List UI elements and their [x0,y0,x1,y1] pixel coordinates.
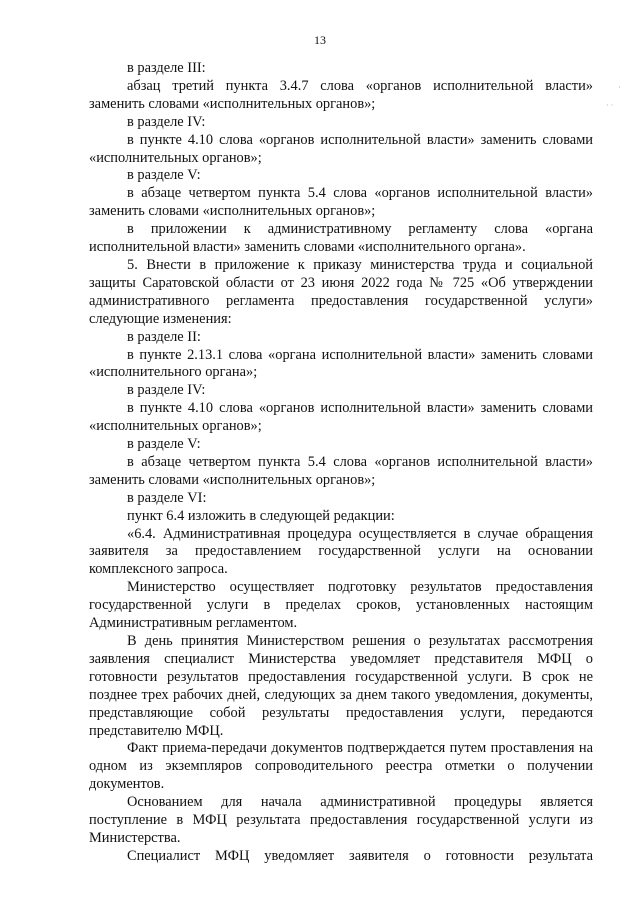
paragraph: в разделе IV: [127,382,206,399]
paragraph: в разделе IV: [127,113,206,130]
paragraph: в пункте 4.10 слова «органов исполнительной власти» заменить словами «исполнительных органов»; [89,131,593,166]
document-body [89,60,593,866]
page-number: 13 [314,33,326,47]
paragraph: в разделе V: [127,167,201,184]
paragraph: в разделе V: [127,436,201,453]
paragraph: в приложении к административному регламенту слова «органа исполнительной власти» заменить словами «исполнительного органа». [89,221,593,256]
paragraph: В день принятия Министерством решения о результатах рассмотрения заявления специалист Министерства уведомляет представителя МФЦ о готовности результатов предоставления государственной услуги. В срок не позднее трех рабочих дней, следующих за днем такого уведомления, документы, представляющие собой результаты предоставления услуги, передаются представителю МФЦ. [89,633,593,739]
paragraph: 5. Внести в приложение к приказу министерства труда и социальной защиты Саратовской области от 23 июня 2022 года № 725 «Об утверждении административного регламента предоставления государственной услуги» следующие изменения: [89,256,593,327]
paragraph: Министерство осуществляет подготовку результатов предоставления государственной услуги в пределах сроков, установленных настоящим Административным регламентом. [89,579,593,632]
paragraph: в абзаце четвертом пункта 5.4 слова «органов исполнительной власти» заменить словами «исполнительных органов»; [89,185,593,220]
scan-speck: · [618,83,621,92]
paragraph: в разделе VI: [127,489,207,506]
paragraph: в абзаце четвертом пункта 5.4 слова «органов исполнительной власти» заменить словами «исполнительных органов»; [89,453,593,488]
paragraph: Основанием для начала административной процедуры является поступление в МФЦ результата предоставления государственной услуги из Министерства. [89,794,593,846]
paragraph: в пункте 2.13.1 слова «органа исполнительной власти» заменить словами «исполнительного органа»; [89,346,593,381]
paragraph: в разделе III: [127,60,206,76]
paragraph: Специалист МФЦ уведомляет заявителя о готовности результата [127,847,593,864]
paragraph: в пункте 4.10 слова «органов исполнительной власти» заменить словами «исполнительных органов»; [89,400,593,435]
paragraph: Факт приема-передачи документов подтверждается путем проставления на одном из экземпляров сопроводительного реестра отметки о получении документов. [89,740,593,793]
paragraph: в разделе II: [127,328,201,345]
paragraph: «6.4. Административная процедура осуществляется в случае обращения заявителя за предоставлением государственной услуги на основании комплексного запроса. [89,525,593,578]
paragraph: пункт 6.4 изложить в следующей редакции: [127,507,395,524]
paragraph: абзац третий пункта 3.4.7 слова «органов исполнительной власти» заменить словами «исполнительных органов»; [89,77,593,112]
scan-speck: · · [606,101,614,110]
